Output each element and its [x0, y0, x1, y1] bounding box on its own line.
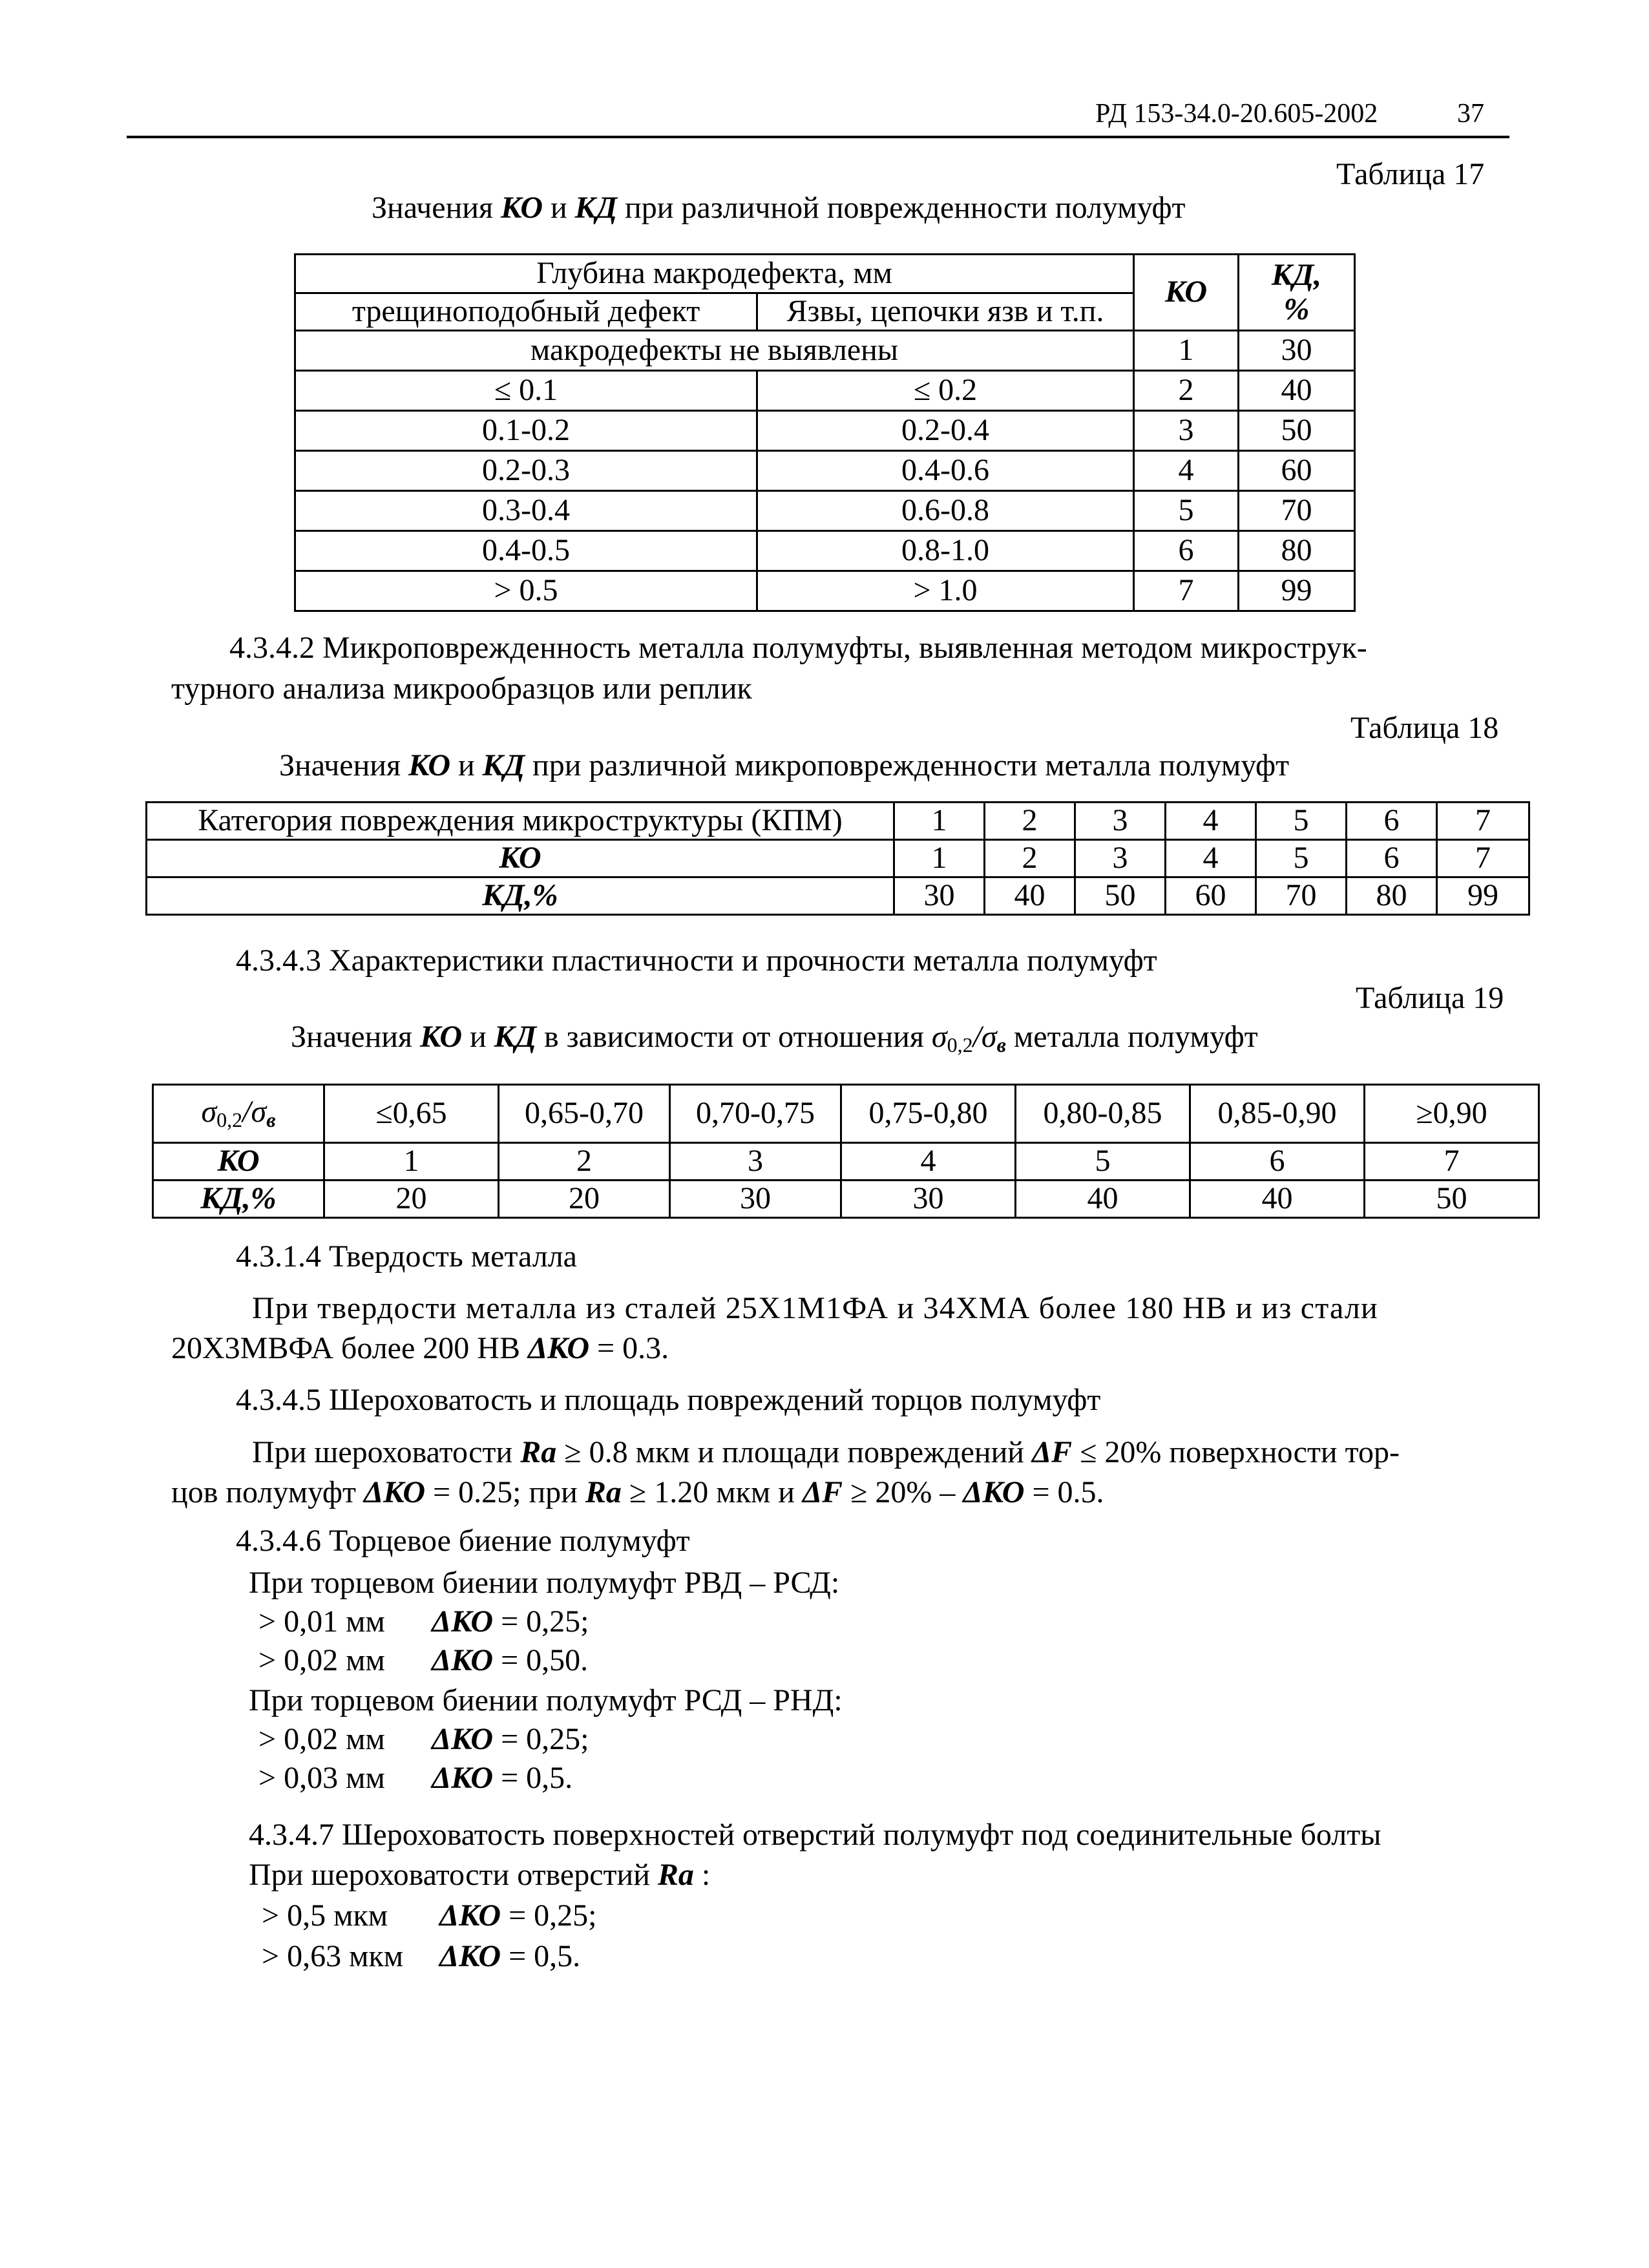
section-4342-line2: турного анализа микрообразцов или реплик: [171, 671, 752, 706]
row-label-ratio: [153, 1085, 324, 1143]
table17-caption: [372, 189, 1186, 227]
cell-kpm: 2: [985, 803, 1075, 840]
cell-kd: 20: [324, 1181, 499, 1218]
cell-kpm: 1: [894, 803, 985, 840]
page-number: 37: [1457, 99, 1484, 129]
cell-range: 0,70-0,75: [670, 1085, 841, 1143]
threshold: > 0,03 мм: [258, 1761, 385, 1795]
cell-kd: 60: [1239, 451, 1355, 491]
section-4345-title: 4.3.4.5 Шероховатость и площадь повреждений торцов полумуфт: [236, 1383, 1101, 1417]
cell-ko: 2: [1134, 371, 1239, 411]
value: = 0,25;: [501, 1898, 597, 1933]
row-label-kd: КД,%: [153, 1181, 324, 1218]
cell-range: ≤0,65: [324, 1085, 499, 1143]
cell-pits: 0.8-1.0: [757, 531, 1134, 571]
caption-kd: КД: [574, 191, 618, 225]
section-4346-intro2: При торцевом биении полумуфт РСД – РНД:: [249, 1683, 843, 1717]
cell-ko: 7: [1134, 571, 1239, 611]
cell-ko: 1: [894, 840, 985, 877]
cell-crack: 0.4-0.5: [295, 531, 757, 571]
table-row: [147, 803, 1529, 840]
header-rule: [127, 136, 1509, 138]
cell-kpm: 4: [1166, 803, 1256, 840]
cell-ko: 1: [324, 1143, 499, 1181]
value: = 0,25;: [493, 1604, 589, 1639]
caption-sigma: σ: [931, 1020, 947, 1054]
cell-crack: ≤ 0.1: [295, 371, 757, 411]
cell-kd: 40: [1016, 1181, 1190, 1218]
cell-kd: 40: [1239, 371, 1355, 411]
table-row: [295, 411, 1355, 451]
cell-crack: 0.1-0.2: [295, 411, 757, 451]
cell-ko: 3: [1134, 411, 1239, 451]
caption-text: Значения: [279, 748, 409, 782]
row-none-label: макродефекты не выявлены: [295, 331, 1134, 371]
delta-ko: ΔКО: [439, 1939, 501, 1973]
text: При шероховатости: [252, 1435, 521, 1469]
ra-symbol: Ra: [520, 1435, 557, 1469]
cell-kd: 60: [1166, 877, 1256, 915]
caption-text: металла полумуфт: [1005, 1020, 1258, 1054]
cell-range: 0,80-0,85: [1016, 1085, 1190, 1143]
cell-ko: 7: [1437, 840, 1529, 877]
cell-kpm: 6: [1347, 803, 1437, 840]
caption-ko: КО: [408, 748, 450, 782]
header-kd: [1239, 255, 1355, 331]
runout-item: [258, 1641, 588, 1680]
cell-crack: > 0.5: [295, 571, 757, 611]
header-kd-line1: КД,: [1271, 257, 1322, 292]
caption-kd: КД: [482, 748, 525, 782]
text: = 0.25; при: [425, 1475, 585, 1509]
cell-kd: 40: [1190, 1181, 1365, 1218]
cell-ko: 7: [1365, 1143, 1539, 1181]
section-4346-intro1: При торцевом биении полумуфт РВД – РСД:: [249, 1566, 840, 1600]
cell-pits: 0.6-0.8: [757, 491, 1134, 531]
runout-item: [258, 1602, 589, 1641]
delta-ko: ΔКО: [527, 1331, 590, 1365]
cell-pits: 0.2-0.4: [757, 411, 1134, 451]
table-row: [295, 531, 1355, 571]
cell-ko: 6: [1347, 840, 1437, 877]
roughness-item: [262, 1896, 596, 1935]
table17-label: Таблица 17: [1336, 157, 1485, 191]
caption-text: при различной поврежденности полумуфт: [617, 191, 1186, 225]
table-row: [153, 1085, 1539, 1143]
delta-f: ΔF: [1031, 1435, 1073, 1469]
header-pits: Язвы, цепочки язв и т.п.: [757, 293, 1134, 331]
section-4347-intro: [249, 1856, 710, 1895]
sigma-sub: в: [266, 1108, 276, 1132]
cell-range: 0,85-0,90: [1190, 1085, 1365, 1143]
cell-ko: 3: [670, 1143, 841, 1181]
caption-kd: КД: [494, 1020, 537, 1054]
caption-text: Значения: [291, 1020, 421, 1054]
table-row: [147, 840, 1529, 877]
row-label-ko: КО: [147, 840, 894, 877]
table-row: [295, 571, 1355, 611]
section-4346-title: 4.3.4.6 Торцевое биение полумуфт: [236, 1524, 690, 1558]
text: = 0.3.: [589, 1331, 669, 1365]
cell-kd: 80: [1347, 877, 1437, 915]
cell-pits: > 1.0: [757, 571, 1134, 611]
sigma-sub: 0,2: [216, 1108, 243, 1132]
cell-ko: 6: [1190, 1143, 1365, 1181]
cell-crack: 0.2-0.3: [295, 451, 757, 491]
roughness-item: [262, 1937, 580, 1976]
cell-ko: 5: [1016, 1143, 1190, 1181]
table-row: [295, 491, 1355, 531]
cell-ko: 3: [1075, 840, 1166, 877]
section-4347-title: 4.3.4.7 Шероховатость поверхностей отверстий полумуфт под соединительные болты: [249, 1818, 1381, 1852]
value: = 0,25;: [493, 1722, 589, 1756]
text: = 0.5.: [1024, 1475, 1104, 1509]
cell-ko: 6: [1134, 531, 1239, 571]
section-4314-text-line1: При твердости металла из сталей 25Х1М1ФА и 34ХМА более 180 НВ и из стали: [252, 1291, 1378, 1325]
table18-label: Таблица 18: [1350, 711, 1499, 745]
cell-ko: 5: [1134, 491, 1239, 531]
text: 20Х3МВФА более 200 НВ: [171, 1331, 528, 1365]
text: цов полумуфт: [171, 1475, 364, 1509]
section-4342-line1: 4.3.4.2 Микроповрежденность металла полумуфты, выявленная методом микрострук-: [229, 631, 1367, 665]
sigma-symbol: /σ: [242, 1095, 267, 1129]
value: = 0,5.: [493, 1761, 573, 1795]
cell-kd: 30: [894, 877, 985, 915]
delta-ko: ΔКО: [432, 1604, 494, 1639]
ra-symbol: Ra: [585, 1475, 622, 1509]
table19-label: Таблица 19: [1356, 981, 1504, 1015]
cell-ko: 2: [985, 840, 1075, 877]
cell-ko: 2: [499, 1143, 670, 1181]
cell-kd: 50: [1239, 411, 1355, 451]
delta-f: ΔF: [802, 1475, 843, 1509]
cell-kd: 70: [1239, 491, 1355, 531]
cell-kd: 80: [1239, 531, 1355, 571]
table-row: [153, 1181, 1539, 1218]
cell-kd: 30: [1239, 331, 1355, 371]
cell-kpm: 3: [1075, 803, 1166, 840]
cell-range: ≥0,90: [1365, 1085, 1539, 1143]
cell-ko: 1: [1134, 331, 1239, 371]
delta-ko: ΔКО: [363, 1475, 426, 1509]
value: = 0,50.: [493, 1643, 589, 1677]
cell-kd: 30: [670, 1181, 841, 1218]
ra-symbol: Ra: [657, 1858, 694, 1892]
table-row: [295, 451, 1355, 491]
threshold: > 0,02 мм: [258, 1643, 385, 1677]
table-row: [147, 877, 1529, 915]
text: ≤ 20% поверхности тор-: [1072, 1435, 1400, 1469]
header-crack: трещиноподобный дефект: [295, 293, 757, 331]
table17: [294, 253, 1356, 612]
table19-caption: [291, 1018, 1258, 1058]
caption-sigma-sub: 0,2: [947, 1033, 973, 1056]
section-4345-line1: [252, 1433, 1400, 1472]
caption-ko: КО: [420, 1020, 462, 1054]
value: = 0,5.: [501, 1939, 581, 1973]
table18: [145, 801, 1530, 916]
text: ≥ 1.20 мкм и: [621, 1475, 803, 1509]
text: ≥ 20% –: [843, 1475, 963, 1509]
delta-ko: ΔКО: [432, 1722, 494, 1756]
cell-crack: 0.3-0.4: [295, 491, 757, 531]
caption-sigma: /σ: [972, 1020, 997, 1054]
cell-kpm: 5: [1256, 803, 1347, 840]
text: ≥ 0.8 мкм и площади повреждений: [556, 1435, 1032, 1469]
cell-kd: 50: [1365, 1181, 1539, 1218]
section-4345-line2: [171, 1473, 1104, 1512]
delta-ko: ΔКО: [439, 1898, 501, 1933]
sigma-symbol: σ: [201, 1095, 217, 1129]
threshold: > 0,5 мкм: [262, 1898, 388, 1933]
caption-ko: КО: [501, 191, 543, 225]
row-label-kpm: Категория повреждения микроструктуры (КПМ): [147, 803, 894, 840]
delta-ko: ΔКО: [963, 1475, 1025, 1509]
cell-ko: 5: [1256, 840, 1347, 877]
cell-kd: 50: [1075, 877, 1166, 915]
runout-item: [258, 1720, 589, 1759]
header-ko: КО: [1134, 255, 1239, 331]
cell-pits: 0.4-0.6: [757, 451, 1134, 491]
cell-pits: ≤ 0.2: [757, 371, 1134, 411]
section-4314-text-line2: [171, 1329, 669, 1368]
cell-kd: 20: [499, 1181, 670, 1218]
threshold: > 0,02 мм: [258, 1722, 385, 1756]
table-row: [295, 371, 1355, 411]
caption-text: Значения: [372, 191, 501, 225]
cell-range: 0,65-0,70: [499, 1085, 670, 1143]
text: При шероховатости отверстий: [249, 1858, 658, 1892]
caption-text: в зависимости от отношения: [536, 1020, 932, 1054]
delta-ko: ΔКО: [432, 1643, 494, 1677]
delta-ko: ΔКО: [432, 1761, 494, 1795]
cell-ko: 4: [1166, 840, 1256, 877]
row-label-kd: КД,%: [147, 877, 894, 915]
runout-item: [258, 1759, 572, 1798]
caption-text: при различной микроповрежденности металла полумуфт: [525, 748, 1290, 782]
header-kd-line2: %: [1283, 291, 1310, 326]
caption-text: и: [450, 748, 483, 782]
cell-kd: 70: [1256, 877, 1347, 915]
text: :: [693, 1858, 711, 1892]
cell-kpm: 7: [1437, 803, 1529, 840]
table18-caption: [279, 746, 1289, 785]
header-depth: Глубина макродефекта, мм: [295, 255, 1134, 293]
threshold: > 0,01 мм: [258, 1604, 385, 1639]
caption-sigma-sub: в: [996, 1033, 1006, 1056]
cell-ko: 4: [1134, 451, 1239, 491]
cell-kd: 99: [1239, 571, 1355, 611]
threshold: > 0,63 мкм: [262, 1939, 404, 1973]
document-number: РД 153-34.0-20.605-2002: [1095, 99, 1378, 129]
cell-kd: 40: [985, 877, 1075, 915]
cell-kd: 99: [1437, 877, 1529, 915]
cell-kd: 30: [841, 1181, 1016, 1218]
table19: [152, 1084, 1540, 1219]
cell-range: 0,75-0,80: [841, 1085, 1016, 1143]
table-row: [153, 1143, 1539, 1181]
section-4343-title: 4.3.4.3 Характеристики пластичности и прочности металла полумуфт: [236, 943, 1157, 978]
section-4314-title: 4.3.1.4 Твердость металла: [236, 1239, 577, 1274]
caption-text: и: [461, 1020, 494, 1054]
caption-text: и: [542, 191, 575, 225]
row-label-ko: КО: [153, 1143, 324, 1181]
cell-ko: 4: [841, 1143, 1016, 1181]
